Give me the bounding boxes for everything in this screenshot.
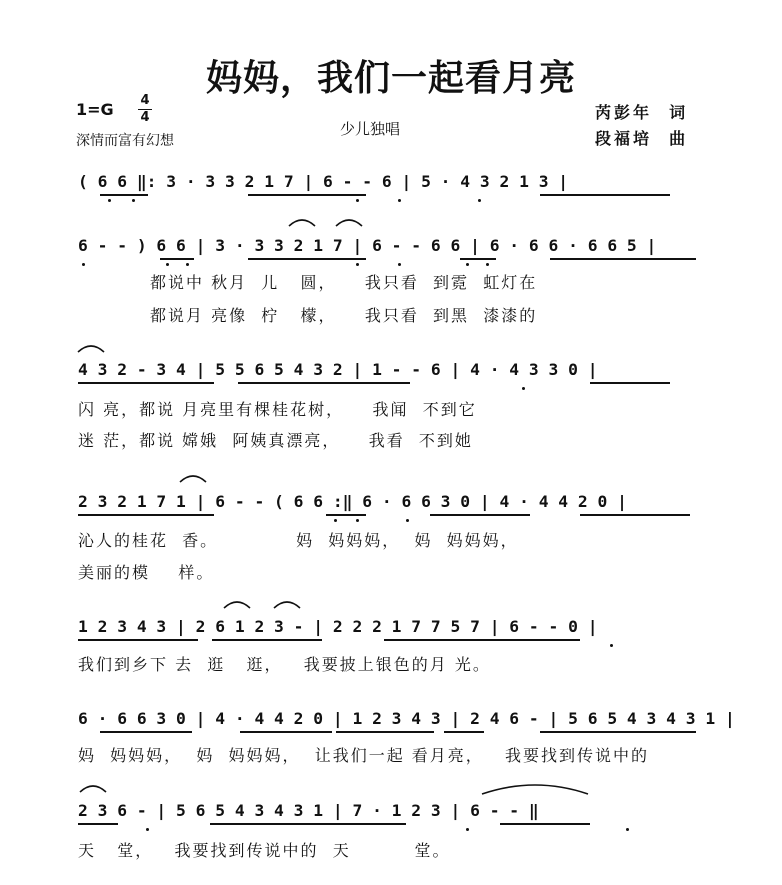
beam-line [100, 194, 148, 196]
beam-line [540, 731, 696, 733]
lyricist-credit: 芮彭年 词 [595, 103, 689, 122]
octave-dot [466, 828, 469, 831]
time-signature-top: 4 [140, 93, 150, 108]
beam-line [460, 258, 496, 260]
beam-line [500, 823, 590, 825]
beam-line [248, 258, 366, 260]
lyric-row-4-verse-1: 沁人的桂花 香。 妈 妈妈妈， 妈 妈妈妈， [78, 531, 519, 550]
time-signature-bottom: 4 [140, 110, 150, 125]
slur-mark [222, 596, 252, 610]
octave-dot [334, 519, 337, 522]
lyric-row-2-verse-2: 都说月 亮像 柠 檬， 我只看 到黑 漆漆的 [150, 306, 538, 325]
octave-dot [610, 644, 613, 647]
slur-mark [178, 470, 208, 484]
beam-line [240, 731, 332, 733]
notation-row-7: 2 3 6 - | 5 6 5 4 3 4 3 1 | 7 · 1 2 3 | 6 - - ‖ [78, 801, 539, 820]
beam-line [78, 823, 118, 825]
slur-mark [76, 340, 106, 354]
beam-line [100, 731, 192, 733]
octave-dot [82, 263, 85, 266]
octave-dot [108, 199, 111, 202]
octave-dot [406, 519, 409, 522]
octave-dot [146, 828, 149, 831]
lyric-row-5: 我们到乡下 去 逛 逛， 我要披上银色的月 光。 [78, 655, 491, 674]
beam-line [444, 731, 484, 733]
octave-dot [466, 263, 469, 266]
beam-line [336, 731, 434, 733]
notation-row-1: ( 6 6 ‖: 3 · 3 3 2 1 7 | 6 - - 6 | 5 · 4 3 2 1 3 | [78, 172, 569, 191]
time-signature [138, 94, 152, 125]
octave-dot [166, 263, 169, 266]
octave-dot [132, 199, 135, 202]
slur-mark [78, 780, 108, 794]
beam-line [78, 514, 214, 516]
octave-dot [626, 828, 629, 831]
beam-line [550, 258, 696, 260]
octave-dot [398, 263, 401, 266]
beam-line [78, 639, 198, 641]
composer-credit: 段福培 曲 [595, 129, 689, 148]
beam-line [430, 514, 530, 516]
slur-mark [272, 596, 302, 610]
octave-dot [478, 199, 481, 202]
beam-line [238, 382, 410, 384]
tempo-marking: 深情而富有幻想 [76, 133, 174, 149]
notation-row-4: 2 3 2 1 7 1 | 6 - - ( 6 6 :‖ 6 · 6 6 3 0 | 4 · 4 4 2 0 | [78, 492, 627, 511]
lyric-row-6: 妈 妈妈妈， 妈 妈妈妈， 让我们一起 看月亮， 我要找到传说中的 [78, 746, 650, 765]
performance-type: 少儿独唱 [340, 120, 401, 138]
octave-dot [356, 263, 359, 266]
lyric-row-3-verse-1: 闪 亮，都说 月亮里有棵桂花树， 我闻 不到它 [78, 400, 477, 419]
beam-line [248, 194, 366, 196]
beam-line [590, 382, 670, 384]
octave-dot [486, 263, 489, 266]
notation-row-3: 4 3 2 - 3 4 | 5 5 6 5 4 3 2 | 1 - - 6 | 4 · 4 3 3 0 | [78, 360, 598, 379]
octave-dot [186, 263, 189, 266]
lyric-row-2-verse-1: 都说中 秋月 儿 圆， 我只看 到霓 虹灯在 [150, 273, 538, 292]
notation-row-5: 1 2 3 4 3 | 2 6 1 2 3 - | 2 2 2 1 7 7 5 7 | 6 - - 0 | [78, 617, 598, 636]
beam-line [326, 514, 366, 516]
octave-dot [356, 199, 359, 202]
beam-line [160, 258, 194, 260]
octave-dot [356, 519, 359, 522]
slur-mark [480, 778, 590, 796]
notation-row-6: 6 · 6 6 3 0 | 4 · 4 4 2 0 | 1 2 3 4 3 | 2 4 6 - | 5 6 5 4 3 4 3 1 | [78, 709, 735, 728]
lyric-row-7: 天 堂， 我要找到传说中的 天 堂。 [78, 841, 451, 860]
beam-line [580, 514, 690, 516]
beam-line [78, 382, 214, 384]
lyric-row-4-verse-2: 美丽的模 样。 [78, 563, 215, 582]
octave-dot [398, 199, 401, 202]
beam-line [212, 639, 322, 641]
notation-row-2: 6 - - ) 6 6 | 3 · 3 3 2 1 7 | 6 - - 6 6 | 6 · 6 6 · 6 6 5 | [78, 236, 657, 255]
slur-mark [334, 214, 364, 228]
lyric-row-3-verse-2: 迷 茫，都说 嫦娥 阿姨真漂亮， 我看 不到她 [78, 431, 473, 450]
beam-line [210, 823, 406, 825]
song-title: 妈妈，我们一起看月亮 [205, 58, 576, 99]
octave-dot [522, 387, 525, 390]
key-signature: 1=G [76, 100, 114, 119]
beam-line [540, 194, 670, 196]
slur-mark [287, 214, 317, 228]
beam-line [384, 639, 580, 641]
